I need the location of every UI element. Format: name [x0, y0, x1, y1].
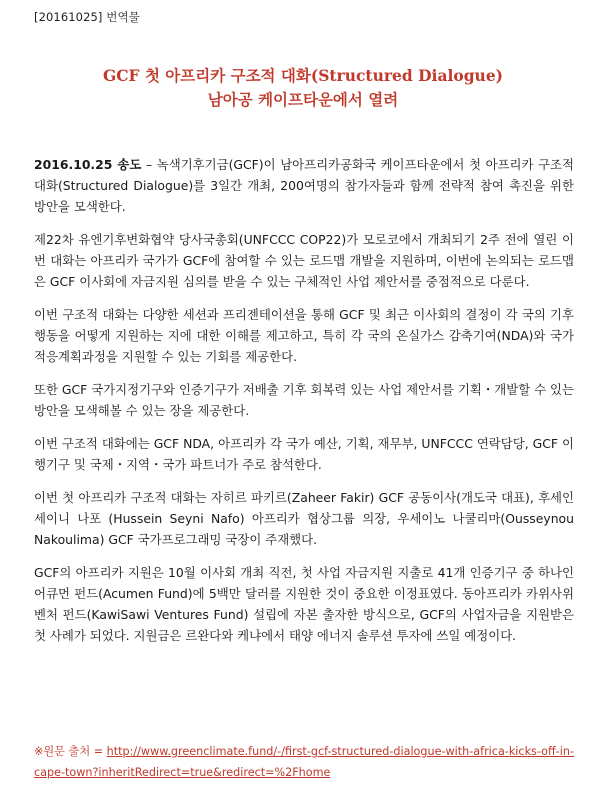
paragraph-6: 이번 첫 아프리카 구조적 대화는 자히르 파키르(Zaheer Fakir) GCF 공동이사(개도국 대표), 후세인 세이니 나포 (Hussein Seyni Nafo) 아프리카 협상그룹 의장, 우세이노 나쿨리마(Ousseynou Nakoulima) GCF 국가프로그래밍 국장이 주재했다. [34, 490, 574, 547]
source-note [34, 741, 579, 783]
document-tag: [20161025] 번역물 [34, 10, 140, 24]
article-body [34, 154, 574, 658]
dateline: 2016.10.25 송도 [34, 157, 142, 172]
paragraph-1-text: – 녹색기후기금(GCF)이 남아프리카공화국 케이프타운에서 첫 아프리카 구조적 대화(Structured Dialogue)를 3일간 개최, 200여명의 참가자들과 함께 전략적 참여 촉진을 위한 방안을 모색한다. [34, 157, 574, 214]
paragraph-7: GCF의 아프리카 지원은 10월 이사회 개최 직전, 첫 사업 자금지원 지출로 41개 인증기구 중 하나인 어큐먼 펀드(Acumen Fund)에 5백만 달러를 지원한 것이 중요한 이정표였다. 동아프리카 카위사위 벤처 펀드(KawiSawi Ventures Fund) 설립에 자본 출자한 방식으로, GCF의 사업자금을 지원받은 첫 사례가 되었다. 지원금은 르완다와 케냐에서 태양 에너지 솔루션 투자에 쓰일 예정이다. [34, 565, 574, 643]
paragraph-4: 또한 GCF 국가지정기구와 인증기구가 저배출 기후 회복력 있는 사업 제안서를 기획・개발할 수 있는 방안을 모색해볼 수 있는 장을 제공한다. [34, 382, 574, 418]
paragraph-2: 제22차 유엔기후변화협약 당사국총회(UNFCCC COP22)가 모로코에서 개최되기 2주 전에 열린 이번 대화는 아프리카 국가가 GCF에 참여할 수 있는 로드맵 개발을 지원하며, 이번에 논의되는 로드맵은 GCF 이사회에 자금지원 심의를 받을 수 있는 구체적인 사업 제안서를 중점적으로 다룬다. [34, 232, 574, 289]
title-line-1: GCF 첫 아프리카 구조적 대화(Structured Dialogue) [102, 66, 504, 85]
document-title [0, 64, 606, 112]
source-link[interactable]: http://www.greenclimate.fund/-/first-gcf-structured-dialogue-with-africa-kicks-off-in-cape-town?inheritRedirect=true&redirect=%2Fhome [34, 745, 574, 779]
paragraph-1 [34, 154, 574, 217]
paragraph-5: 이번 구조적 대화에는 GCF NDA, 아프리카 각 국가 예산, 기획, 재무부, UNFCCC 연락담당, GCF 이행기구 및 국제・지역・국가 파트너가 주로 참석한다. [34, 436, 574, 472]
source-label: ※원문 출처 = [34, 745, 107, 758]
title-line-2: 남아공 케이프타운에서 열려 [207, 90, 399, 109]
paragraph-3: 이번 구조적 대화는 다양한 세션과 프리젠테이션을 통해 GCF 및 최근 이사회의 결정이 각 국의 기후 행동을 어떻게 지원하는 지에 대한 이해를 제고하고, 특히 각 국의 온실가스 감축기여(NDA)와 국가 적응계획과정을 지원할 수 있는 기회를 제공한다. [34, 307, 574, 364]
